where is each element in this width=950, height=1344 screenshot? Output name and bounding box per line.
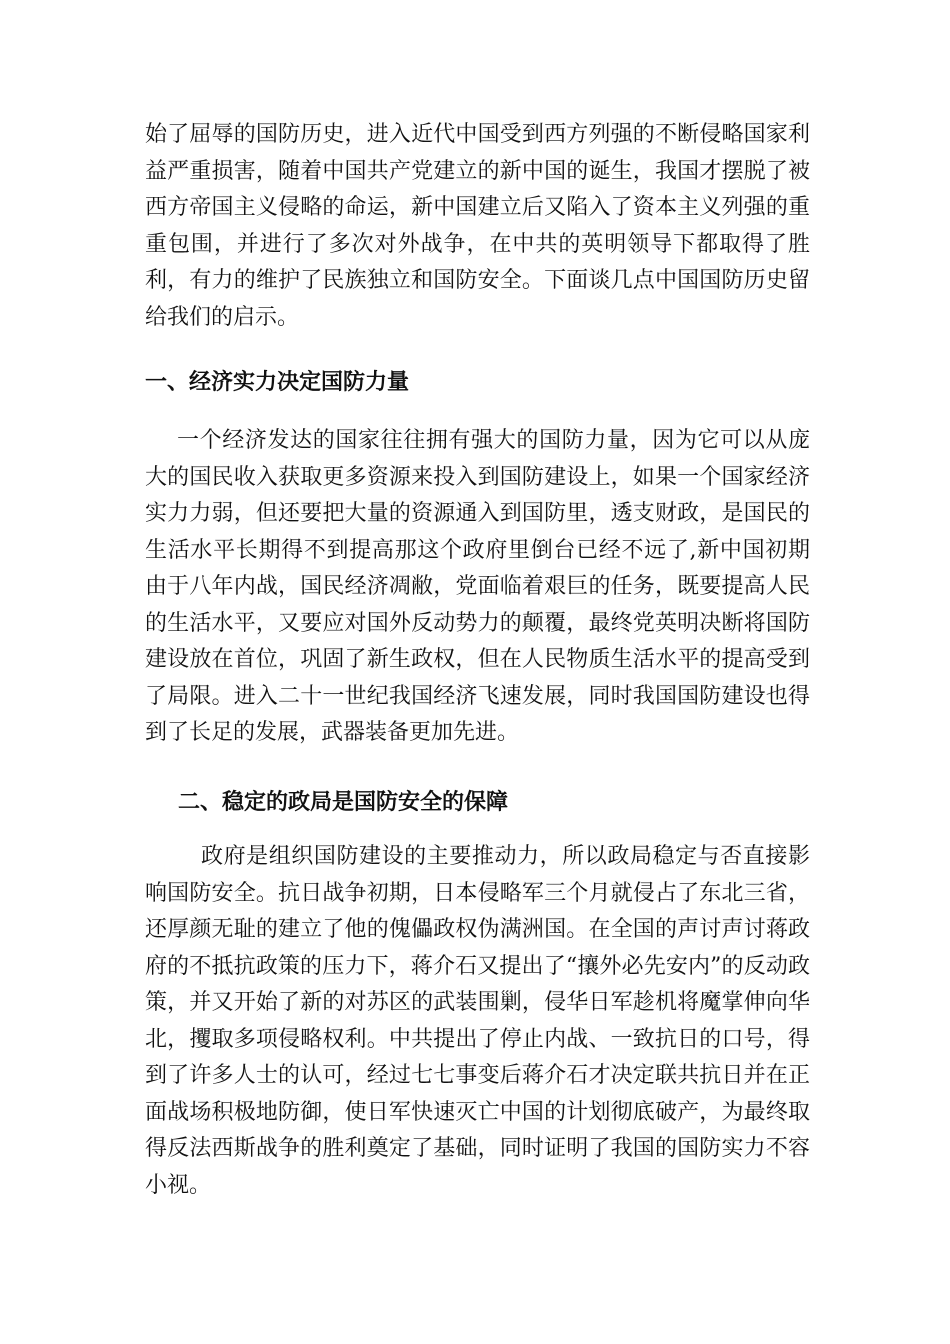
intro-paragraph: 始了屈辱的国防历史，进入近代中国受到西方列强的不断侵略国家利益严重损害，随着中国共产党建立的新中国的诞生，我国才摆脱了被西方帝国主义侵略的命运，新中国建立后又陷入了资本主义列强的重重包围，并进行了多次对外战争，在中共的英明领导下都取得了胜利，有力的维护了民族独立和国防安全。下面谈几点中国国防历史留给我们的启示。 (145, 122, 810, 330)
section-one-heading: 一、经济实力决定国防力量 (145, 370, 410, 395)
section-two-heading: 二、稳定的政局是国防安全的保障 (178, 790, 509, 815)
section-one-paragraph: 一个经济发达的国家往往拥有强大的国防力量，因为它可以从庞大的国民收入获取更多资源来投入到国防建设上，如果一个国家经济实力力弱，但还要把大量的资源通入到国防里，透支财政，是国民的生活水平长期得不到提高那这个政府里倒台已经不远了,新中国初期由于八年内战，国民经济凋敝，党面临着艰巨的任务，既要提高人民的生活水平，又要应对国外反动势力的颠覆，最终党英明决断将国防建设放在首位，巩固了新生政权，但在人民物质生活水平的提高受到了局限。进入二十一世纪我国经济飞速发展，同时我国国防建设也得到了长足的发展，武器装备更加先进。 (145, 428, 810, 745)
section-two-paragraph: 政府是组织国防建设的主要推动力，所以政局稳定与否直接影响国防安全。抗日战争初期，日本侵略军三个月就侵占了东北三省，还厚颜无耻的建立了他的傀儡政权伪满洲国。在全国的声讨声讨蒋政府的不抵抗政策的压力下，蒋介石又提出了“攘外必先安内”的反动政策，并又开始了新的对苏区的武装围剿，侵华日军趁机将魔掌伸向华北，攫取多项侵略权利。中共提出了停止内战、一致抗日的口号，得到了许多人士的认可，经过七七事变后蒋介石才决定联共抗日并在正面战场积极地防御，使日军快速灭亡中国的计划彻底破产，为最终取得反法西斯战争的胜利奠定了基础，同时证明了我国的国防实力不容小视。 (145, 844, 810, 1198)
